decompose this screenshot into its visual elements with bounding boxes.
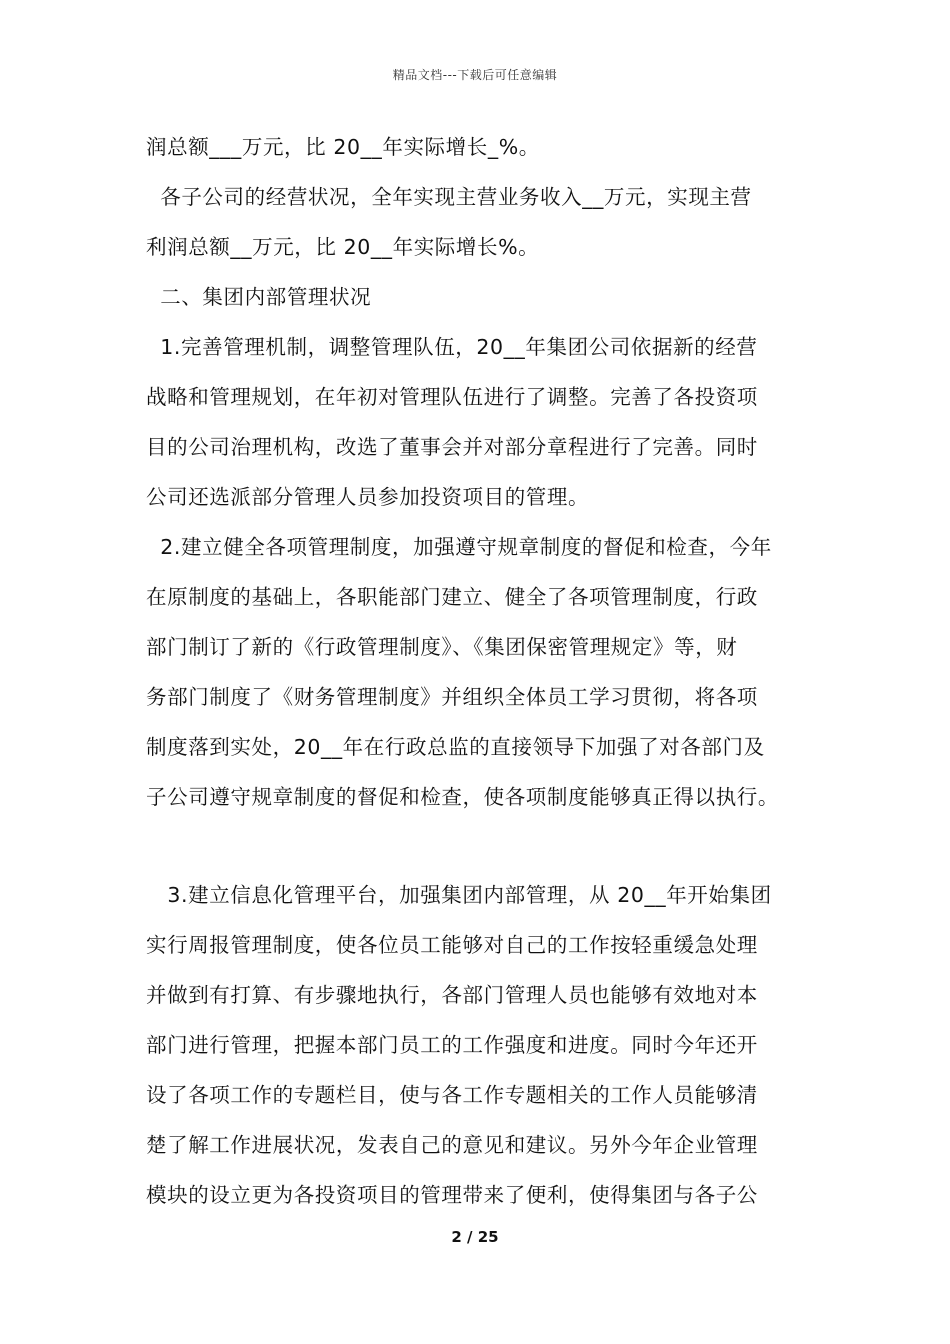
text-line: 并做到有打算、有步骤地执行，各部门管理人员也能够有效地对本: [146, 983, 758, 1007]
text-line: 3.建立信息化管理平台，加强集团内部管理，从 20__年开始集团: [146, 883, 772, 907]
text-line: 部门制订了新的《行政管理制度》、《集团保密管理规定》等，财: [146, 635, 738, 659]
text-line: 2.建立健全各项管理制度，加强遵守规章制度的督促和检查，今年: [146, 535, 772, 559]
text-line: 战略和管理规划，在年初对管理队伍进行了调整。完善了各投资项: [146, 385, 758, 409]
text-line: 1.完善管理机制，调整管理队伍，20__年集团公司依据新的经营: [146, 335, 758, 359]
text-line: 公司还选派部分管理人员参加投资项目的管理。: [146, 485, 590, 509]
text-line: 设了各项工作的专题栏目，使与各工作专题相关的工作人员能够清: [146, 1083, 758, 1107]
text-line: 子公司遵守规章制度的督促和检查，使各项制度能够真正得以执行。: [146, 785, 779, 809]
text-line: 制度落到实处，20__年在行政总监的直接领导下加强了对各部门及: [146, 735, 765, 759]
text-line: 在原制度的基础上，各职能部门建立、健全了各项管理制度，行政: [146, 585, 758, 609]
text-line: 润总额___万元，比 20__年实际增长_%。: [146, 135, 540, 159]
document-body: [146, 127, 816, 1225]
text-line: 各子公司的经营状况，全年实现主营业务收入__万元，实现主营: [146, 185, 752, 209]
text-line: 楚了解工作进展状况，发表自己的意见和建议。另外今年企业管理: [146, 1133, 758, 1157]
text-line: 实行周报管理制度，使各位员工能够对自己的工作按轻重缓急处理: [146, 933, 758, 957]
section-heading: 二、集团内部管理状况: [146, 285, 372, 309]
page-header: 精品文档---下载后可任意编辑: [392, 68, 558, 82]
text-line: 部门进行管理，把握本部门员工的工作强度和进度。同时今年还开: [146, 1033, 758, 1057]
text-line: 务部门制度了《财务管理制度》并组织全体员工学习贯彻，将各项: [146, 685, 758, 709]
text-line: 利润总额__万元，比 20__年实际增长%。: [146, 235, 540, 259]
paragraph-gap: [146, 827, 816, 875]
text-line: 模块的设立更为各投资项目的管理带来了便利，使得集团与各子公: [146, 1183, 758, 1207]
page-number: 2 / 25: [451, 1228, 499, 1246]
text-line: 目的公司治理机构，改选了董事会并对部分章程进行了完善。同时: [146, 435, 758, 459]
